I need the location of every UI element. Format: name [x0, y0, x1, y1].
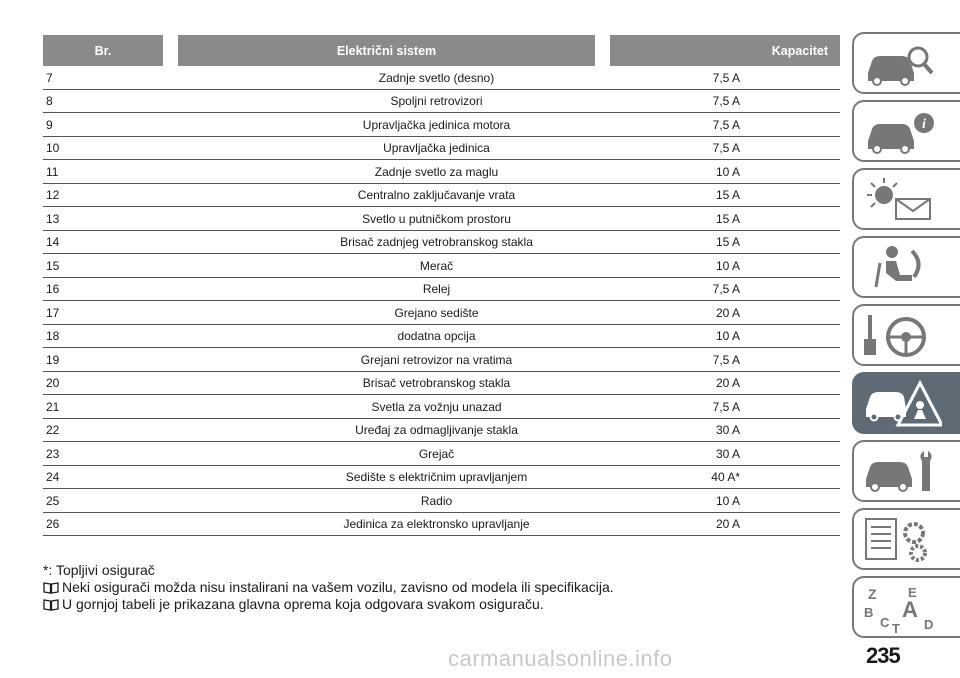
fuse-number: 23 — [46, 446, 60, 461]
electrical-system: Relej — [422, 282, 451, 297]
fuse-capacity: 15 A — [715, 235, 740, 250]
tab-index[interactable] — [852, 576, 960, 638]
electrical-system: Sedište s električnim upravljanjem — [345, 470, 528, 485]
note-text: U gornjoj tabeli je prikazana glavna oprema koja odgovara svakom osiguraču. — [62, 596, 544, 612]
table-row — [43, 278, 840, 302]
table-row — [43, 442, 840, 466]
header-system: Električni sistem — [178, 35, 595, 66]
fuse-number: 21 — [46, 399, 60, 414]
fuse-capacity: 7,5 A — [712, 141, 740, 156]
fuse-capacity: 10 A — [715, 164, 740, 179]
table-row — [43, 184, 840, 208]
electrical-system: Zadnje svetlo za maglu — [374, 164, 499, 179]
table-row — [43, 254, 840, 278]
note-text: Neki osigurači možda nisu instalirani na vašem vozilu, zavisno od modela ili specifikacija. — [62, 579, 614, 595]
electrical-system: Uređaj za odmagljivanje stakla — [355, 423, 518, 438]
fuse-number: 8 — [46, 94, 53, 109]
table-body — [43, 66, 840, 536]
fuse-number: 10 — [46, 141, 60, 156]
electrical-system: Grejano sedište — [394, 305, 479, 320]
fuse-capacity: 10 A — [715, 493, 740, 508]
note-item — [43, 579, 614, 596]
electrical-system: dodatna opcija — [397, 329, 476, 344]
tab-lights-messages[interactable] — [852, 168, 960, 230]
fuse-number: 12 — [46, 188, 60, 203]
footnote: *: Topljivi osigurač — [43, 562, 155, 578]
table-row — [43, 325, 840, 349]
electrical-system: Zadnje svetlo (desno) — [378, 70, 495, 85]
electrical-system: Spoljni retrovizori — [390, 94, 483, 109]
fuse-capacity: 30 A — [715, 446, 740, 461]
header-capacity: Kapacitet — [610, 35, 840, 66]
tab-safety[interactable] — [852, 236, 960, 298]
electrical-system: Jedinica za elektronsko upravljanje — [343, 517, 530, 532]
electrical-system: Brisač vetrobranskog stakla — [362, 376, 511, 391]
light-envelope-icon — [862, 175, 942, 225]
table-row — [43, 348, 840, 372]
table-row — [43, 160, 840, 184]
electrical-system: Upravljačka jedinica motora — [362, 117, 511, 132]
table-header — [43, 35, 840, 66]
fuse-number: 11 — [46, 164, 59, 179]
electrical-system: Upravljačka jedinica — [383, 141, 490, 156]
electrical-system: Svetlo u putničkom prostoru — [362, 211, 511, 226]
fuse-number: 14 — [46, 235, 60, 250]
svg-text:i: i — [922, 117, 926, 132]
table-row — [43, 513, 840, 537]
electrical-system: Centralno zaključavanje vrata — [357, 188, 516, 203]
fuse-capacity: 7,5 A — [712, 282, 740, 297]
electrical-system: Svetla za vožnju unazad — [371, 399, 502, 414]
table-row — [43, 466, 840, 490]
key-steering-wheel-icon — [862, 311, 942, 361]
fuse-number: 26 — [46, 517, 60, 532]
fuse-number: 22 — [46, 423, 60, 438]
tab-info[interactable] — [852, 100, 960, 162]
fuse-number: 20 — [46, 376, 60, 391]
table-row — [43, 419, 840, 443]
seated-person-airbag-icon — [862, 243, 942, 293]
tab-knowing-your-car[interactable] — [852, 32, 960, 94]
fuse-capacity: 30 A — [715, 423, 740, 438]
book-icon — [43, 599, 59, 611]
index-letter: D — [924, 617, 934, 632]
fuse-number: 15 — [46, 258, 60, 273]
fuse-number: 24 — [46, 470, 60, 485]
table-row — [43, 301, 840, 325]
electrical-system: Merač — [419, 258, 454, 273]
index-letter: C — [880, 615, 890, 630]
fuse-number: 9 — [46, 117, 53, 132]
electrical-system: Brisač zadnjeg vetrobranskog stakla — [340, 235, 533, 250]
fuse-capacity: 7,5 A — [712, 399, 740, 414]
table-row — [43, 90, 840, 114]
watermark: carmanualsonline.info — [448, 646, 673, 671]
fuse-number: 19 — [46, 352, 60, 367]
electrical-system: Radio — [420, 493, 453, 508]
tab-emergency[interactable] — [852, 372, 960, 434]
car-wrench-icon — [862, 447, 942, 497]
table-row — [43, 489, 840, 513]
fuse-number: 16 — [46, 282, 60, 297]
index-letter: A — [902, 597, 918, 622]
fuse-capacity: 10 A — [715, 329, 740, 344]
table-row — [43, 66, 840, 90]
list-gears-icon — [862, 515, 942, 565]
tab-maintenance[interactable] — [852, 440, 960, 502]
table-row — [43, 395, 840, 419]
fuse-capacity: 7,5 A — [712, 70, 740, 85]
fuse-number: 18 — [46, 329, 60, 344]
fuse-capacity: 20 A — [715, 305, 740, 320]
table-row — [43, 113, 840, 137]
fuse-number: 13 — [46, 211, 60, 226]
index-letter: E — [908, 585, 917, 600]
table-row — [43, 372, 840, 396]
car-crash-warning-icon — [862, 379, 942, 429]
index-letter: Z — [868, 586, 877, 602]
fuse-capacity: 20 A — [715, 376, 740, 391]
tab-technical-data[interactable] — [852, 508, 960, 570]
fuse-number: 7 — [46, 70, 53, 85]
page-number: 235 — [866, 643, 900, 668]
fuse-capacity: 7,5 A — [712, 94, 740, 109]
table-row — [43, 231, 840, 255]
table-row — [43, 207, 840, 231]
table-row — [43, 137, 840, 161]
header-number: Br. — [43, 35, 163, 66]
note-item — [43, 596, 614, 613]
book-icon — [43, 582, 59, 594]
fuse-number: 25 — [46, 493, 60, 508]
fuse-capacity: 7,5 A — [712, 117, 740, 132]
notes — [43, 562, 614, 613]
fuse-capacity: 15 A — [715, 188, 740, 203]
fuse-table — [43, 35, 840, 536]
index-letter: B — [864, 605, 874, 620]
fuse-capacity: 20 A — [715, 517, 740, 532]
fuse-capacity: 15 A — [715, 211, 740, 226]
car-magnifier-icon — [862, 39, 942, 89]
fuse-capacity: 10 A — [715, 258, 740, 273]
fuse-capacity: 7,5 A — [712, 352, 740, 367]
car-info-icon — [862, 107, 942, 157]
electrical-system: Grejani retrovizor na vratima — [360, 352, 513, 367]
fuse-number: 17 — [46, 305, 60, 320]
tab-starting-driving[interactable] — [852, 304, 960, 366]
electrical-system: Grejač — [418, 446, 455, 461]
index-letter: T — [892, 621, 900, 633]
fuse-capacity: 40 A* — [711, 470, 740, 485]
alphabet-index-icon — [862, 583, 942, 633]
